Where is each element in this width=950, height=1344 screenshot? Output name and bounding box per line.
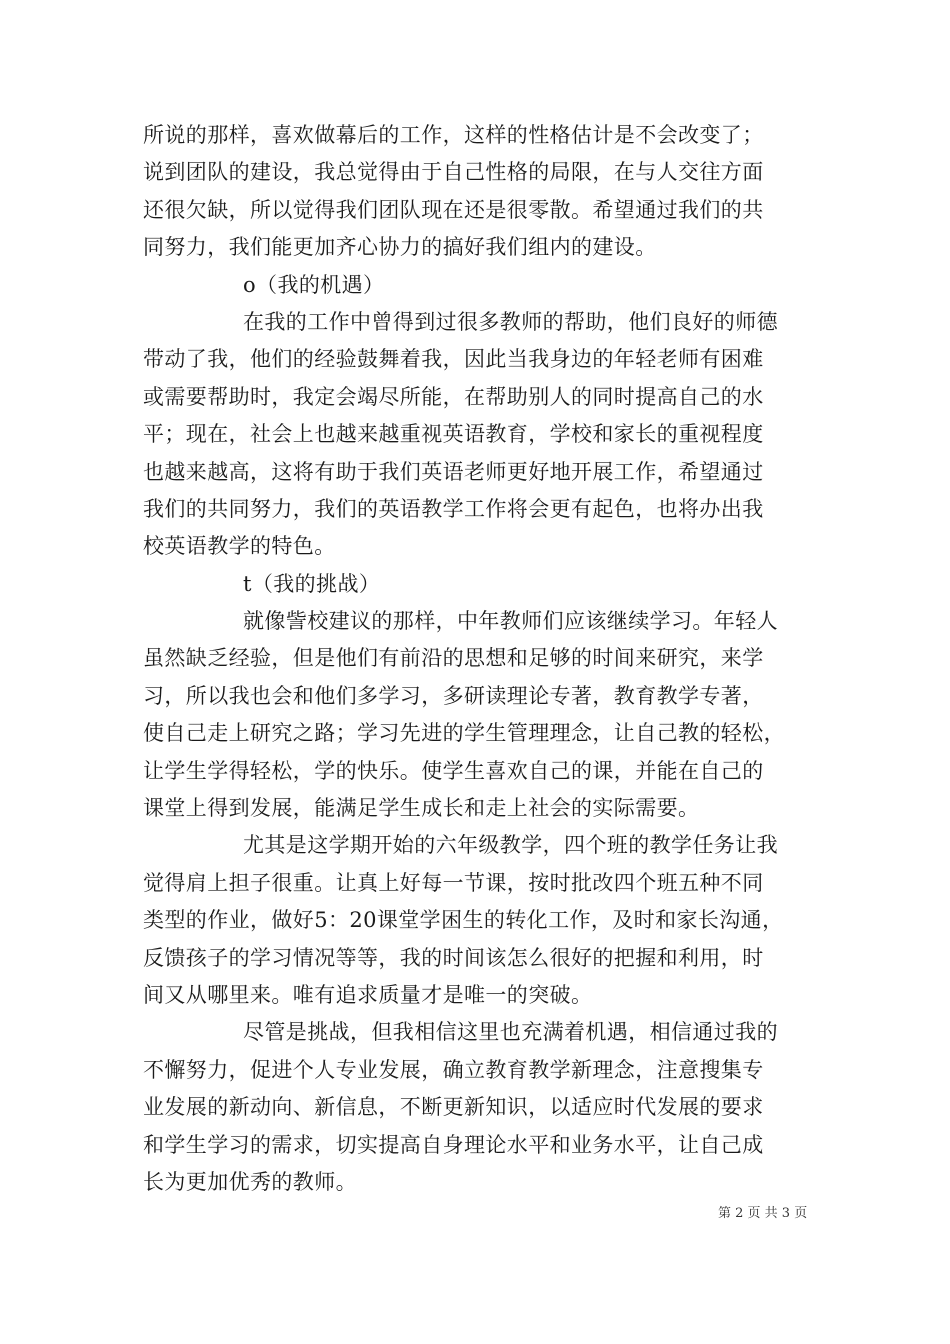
text-line: 尤其是这学期开始的六年级教学，四个班的教学任务让我: [243, 833, 778, 858]
text-line: 习，所以我也会和他们多学习，多研读理论专著，教育教学专著，: [143, 683, 764, 708]
text-line: 还很欠缺，所以觉得我们团队现在还是很零散。希望通过我们的共: [143, 197, 764, 222]
text-line: 类型的作业，做好5：20课堂学困生的转化工作，及时和家长沟通，: [143, 908, 784, 933]
text-line: 平；现在，社会上也越来越重视英语教育，学校和家长的重视程度: [143, 422, 764, 447]
text-line: 和学生学习的需求，切实提高自身理论水平和业务水平，让自己成: [143, 1132, 764, 1157]
text-line: 觉得肩上担子很重。让真上好每一节课，按时批改四个班五种不同: [143, 870, 764, 895]
text-line: 课堂上得到发展，能满足学生成长和走上社会的实际需要。: [143, 796, 700, 821]
text-line: 说到团队的建设，我总觉得由于自己性格的局限，在与人交往方面: [143, 160, 764, 185]
text-line: 校英语教学的特色。: [143, 534, 336, 559]
text-line: 尽管是挑战，但我相信这里也充满着机遇，相信通过我的: [243, 1020, 778, 1045]
text-line: o（我的机遇）: [243, 272, 385, 297]
text-line: 反馈孩子的学习情况等等，我的时间该怎么很好的把握和利用，时: [143, 945, 764, 970]
text-line: 长为更加优秀的教师。: [143, 1169, 357, 1194]
text-line: 不懈努力，促进个人专业发展，确立教育教学新理念，注意搜集专: [143, 1057, 764, 1082]
page-number: 第 2 页 共 3 页: [718, 1206, 808, 1221]
text-line: 我们的共同努力，我们的英语教学工作将会更有起色，也将办出我: [143, 496, 764, 521]
text-line: 使自己走上研究之路；学习先进的学生管理理念，让自己教的轻松，: [143, 721, 785, 746]
text-line: 所说的那样，喜欢做幕后的工作，这样的性格估计是不会改变了；: [143, 123, 764, 147]
text-line: 或需要帮助时，我定会竭尽所能，在帮助别人的同时提高自己的水: [143, 384, 764, 409]
text-line: 虽然缺乏经验，但是他们有前沿的思想和足够的时间来研究，来学: [143, 646, 764, 671]
text-line: 业发展的新动向、新信息，不断更新知识，以适应时代发展的要求: [143, 1095, 764, 1120]
text-line: 也越来越高，这将有助于我们英语老师更好地开展工作，希望通过: [143, 459, 764, 484]
text-line: 带动了我，他们的经验鼓舞着我，因此当我身边的年轻老师有困难: [143, 347, 764, 372]
text-line: 同努力，我们能更加齐心协力的搞好我们组内的建设。: [143, 235, 657, 260]
text-line: 间又从哪里来。唯有追求质量才是唯一的突破。: [143, 982, 593, 1007]
text-line: t（我的挑战）: [243, 571, 381, 596]
document-body: [143, 117, 823, 1201]
text-line: 让学生学得轻松，学的快乐。使学生喜欢自己的课，并能在自己的: [143, 758, 764, 783]
text-lines: [143, 117, 823, 1201]
text-line: 在我的工作中曾得到过很多教师的帮助，他们良好的师德: [243, 309, 778, 334]
text-line: 就像訾校建议的那样，中年教师们应该继续学习。年轻人: [243, 609, 778, 634]
